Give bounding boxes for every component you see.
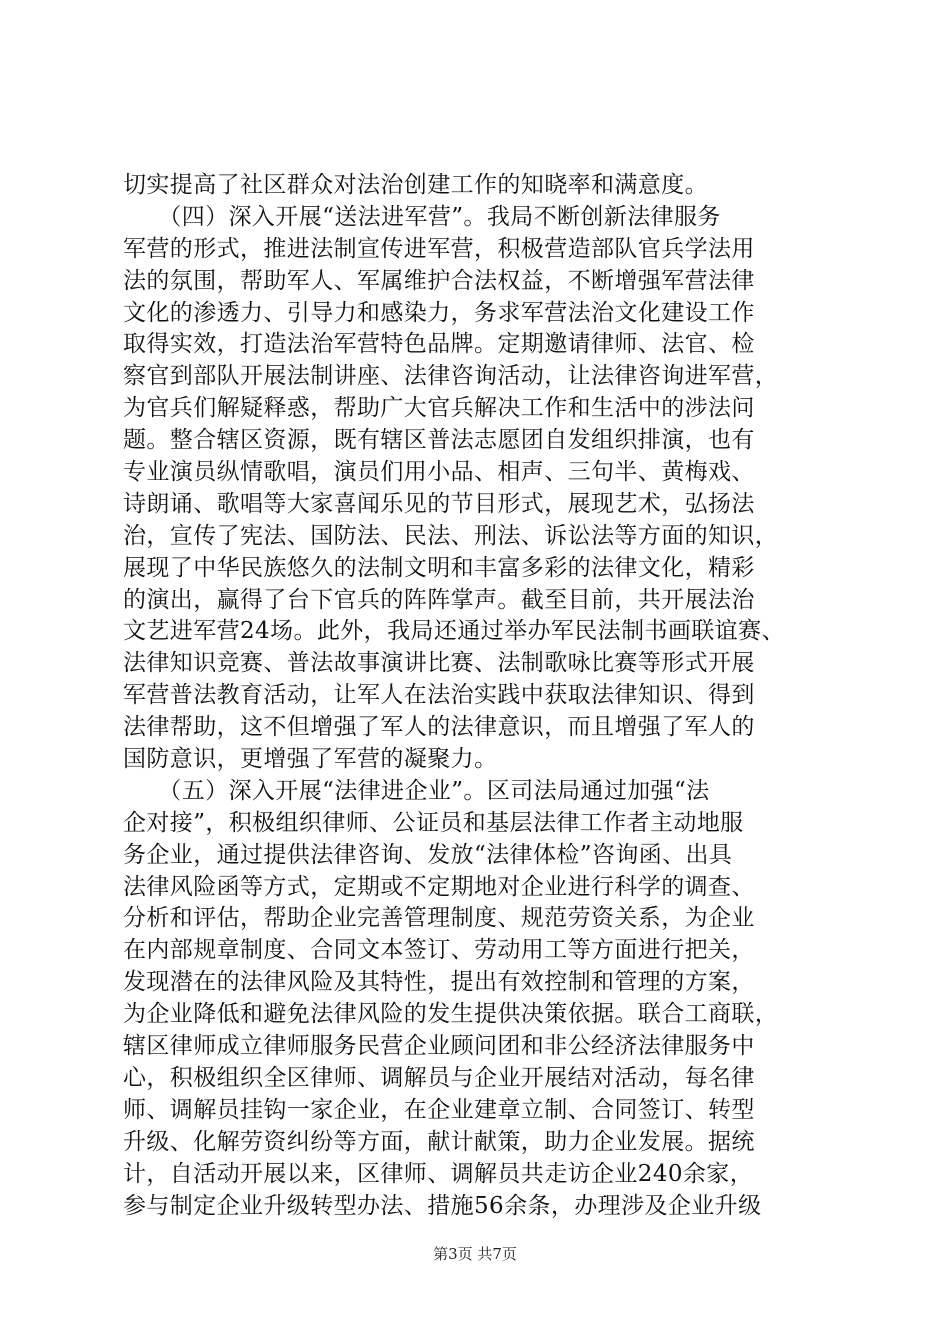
text-line: 为企业降低和避免法律风险的发生提供决策依据。联合工商联， [123, 1001, 779, 1028]
text-line: 法的氛围，帮助军人、军属维护合法权益，不断增强军营法律 [123, 267, 755, 294]
text-line: 的演出，赢得了台下官兵的阵阵掌声。截至目前，共开展法治 [123, 586, 755, 613]
text-line: 发现潜在的法律风险及其特性，提出有效控制和管理的方案， [123, 969, 755, 996]
text-line: 辖区律师成立律师服务民营企业顾问团和非公经济法律服务中 [123, 1033, 755, 1060]
text-line: 切实提高了社区群众对法治创建工作的知晓率和满意度。 [123, 172, 708, 198]
text-line: 分析和评估，帮助企业完善管理制度、规范劳资关系，为企业 [123, 905, 755, 932]
text-line: （四）深入开展“送法进军营”。我局不断创新法律服务 [123, 203, 721, 230]
text-line: 治，宣传了宪法、国防法、民法、刑法、诉讼法等方面的知识， [123, 522, 779, 549]
text-line: 展现了中华民族悠久的法制文明和丰富多彩的法律文化，精彩 [123, 554, 755, 581]
text-line: 察官到部队开展法制讲座、法律咨询活动，让法律咨询进军营， [123, 363, 779, 390]
text-line: 军营的形式，推进法制宣传进军营，积极营造部队官兵学法用 [123, 235, 755, 262]
text-line: （五）深入开展“法律进企业”。区司法局通过加强“法 [123, 777, 710, 804]
text-line: 诗朗诵、歌唱等大家喜闻乐见的节目形式，展现艺术，弘扬法 [123, 490, 755, 517]
text-line: 国防意识，更增强了军营的凝聚力。 [123, 746, 498, 773]
text-line: 文化的渗透力、引导力和感染力，务求军营法治文化建设工作 [123, 299, 755, 326]
text-line: 军营普法教育活动，让军人在法治实践中获取法律知识、得到 [123, 682, 755, 709]
text-line: 师、调解员挂钩一家企业，在企业建章立制、合同签订、转型 [123, 1096, 755, 1123]
text-line: 法律知识竞赛、普法故事演讲比赛、法制歌咏比赛等形式开展 [123, 650, 755, 677]
text-line: 务企业，通过提供法律咨询、发放“法律体检”咨询函、出具 [123, 841, 733, 868]
text-line: 题。整合辖区资源，既有辖区普法志愿团自发组织排演，也有 [123, 427, 755, 454]
text-line: 文艺进军营24场。此外，我局还通过举办军民法制书画联谊赛、 [123, 618, 785, 645]
text-line: 法律风险函等方式，定期或不定期地对企业进行科学的调查、 [123, 873, 755, 900]
text-line: 心，积极组织全区律师、调解员与企业开展结对活动，每名律 [123, 1064, 755, 1091]
text-line: 专业演员纵情歌唱，演员们用小品、相声、三句半、黄梅戏、 [123, 459, 755, 486]
text-line: 参与制定企业升级转型办法、措施56余条，办理涉及企业升级 [123, 1192, 762, 1219]
text-line: 升级、化解劳资纠纷等方面，献计献策，助力企业发展。据统 [123, 1128, 755, 1155]
text-line: 计，自活动开展以来，区律师、调解员共走访企业240余家， [123, 1160, 754, 1187]
text-line: 在内部规章制度、合同文本签订、劳动用工等方面进行把关， [123, 937, 755, 964]
text-line: 为官兵们解疑释惑，帮助广大官兵解决工作和生活中的涉法问 [123, 395, 755, 422]
body-text [123, 170, 833, 1222]
text-line: 企对接”，积极组织律师、公证员和基层法律工作者主动地服 [123, 809, 744, 836]
text-line: 法律帮助，这不但增强了军人的法律意识，而且增强了军人的 [123, 714, 755, 741]
page-footer: 第3页 共7页 [433, 1245, 517, 1263]
text-line: 取得实效，打造法治军营特色品牌。定期邀请律师、法官、检 [123, 331, 755, 358]
